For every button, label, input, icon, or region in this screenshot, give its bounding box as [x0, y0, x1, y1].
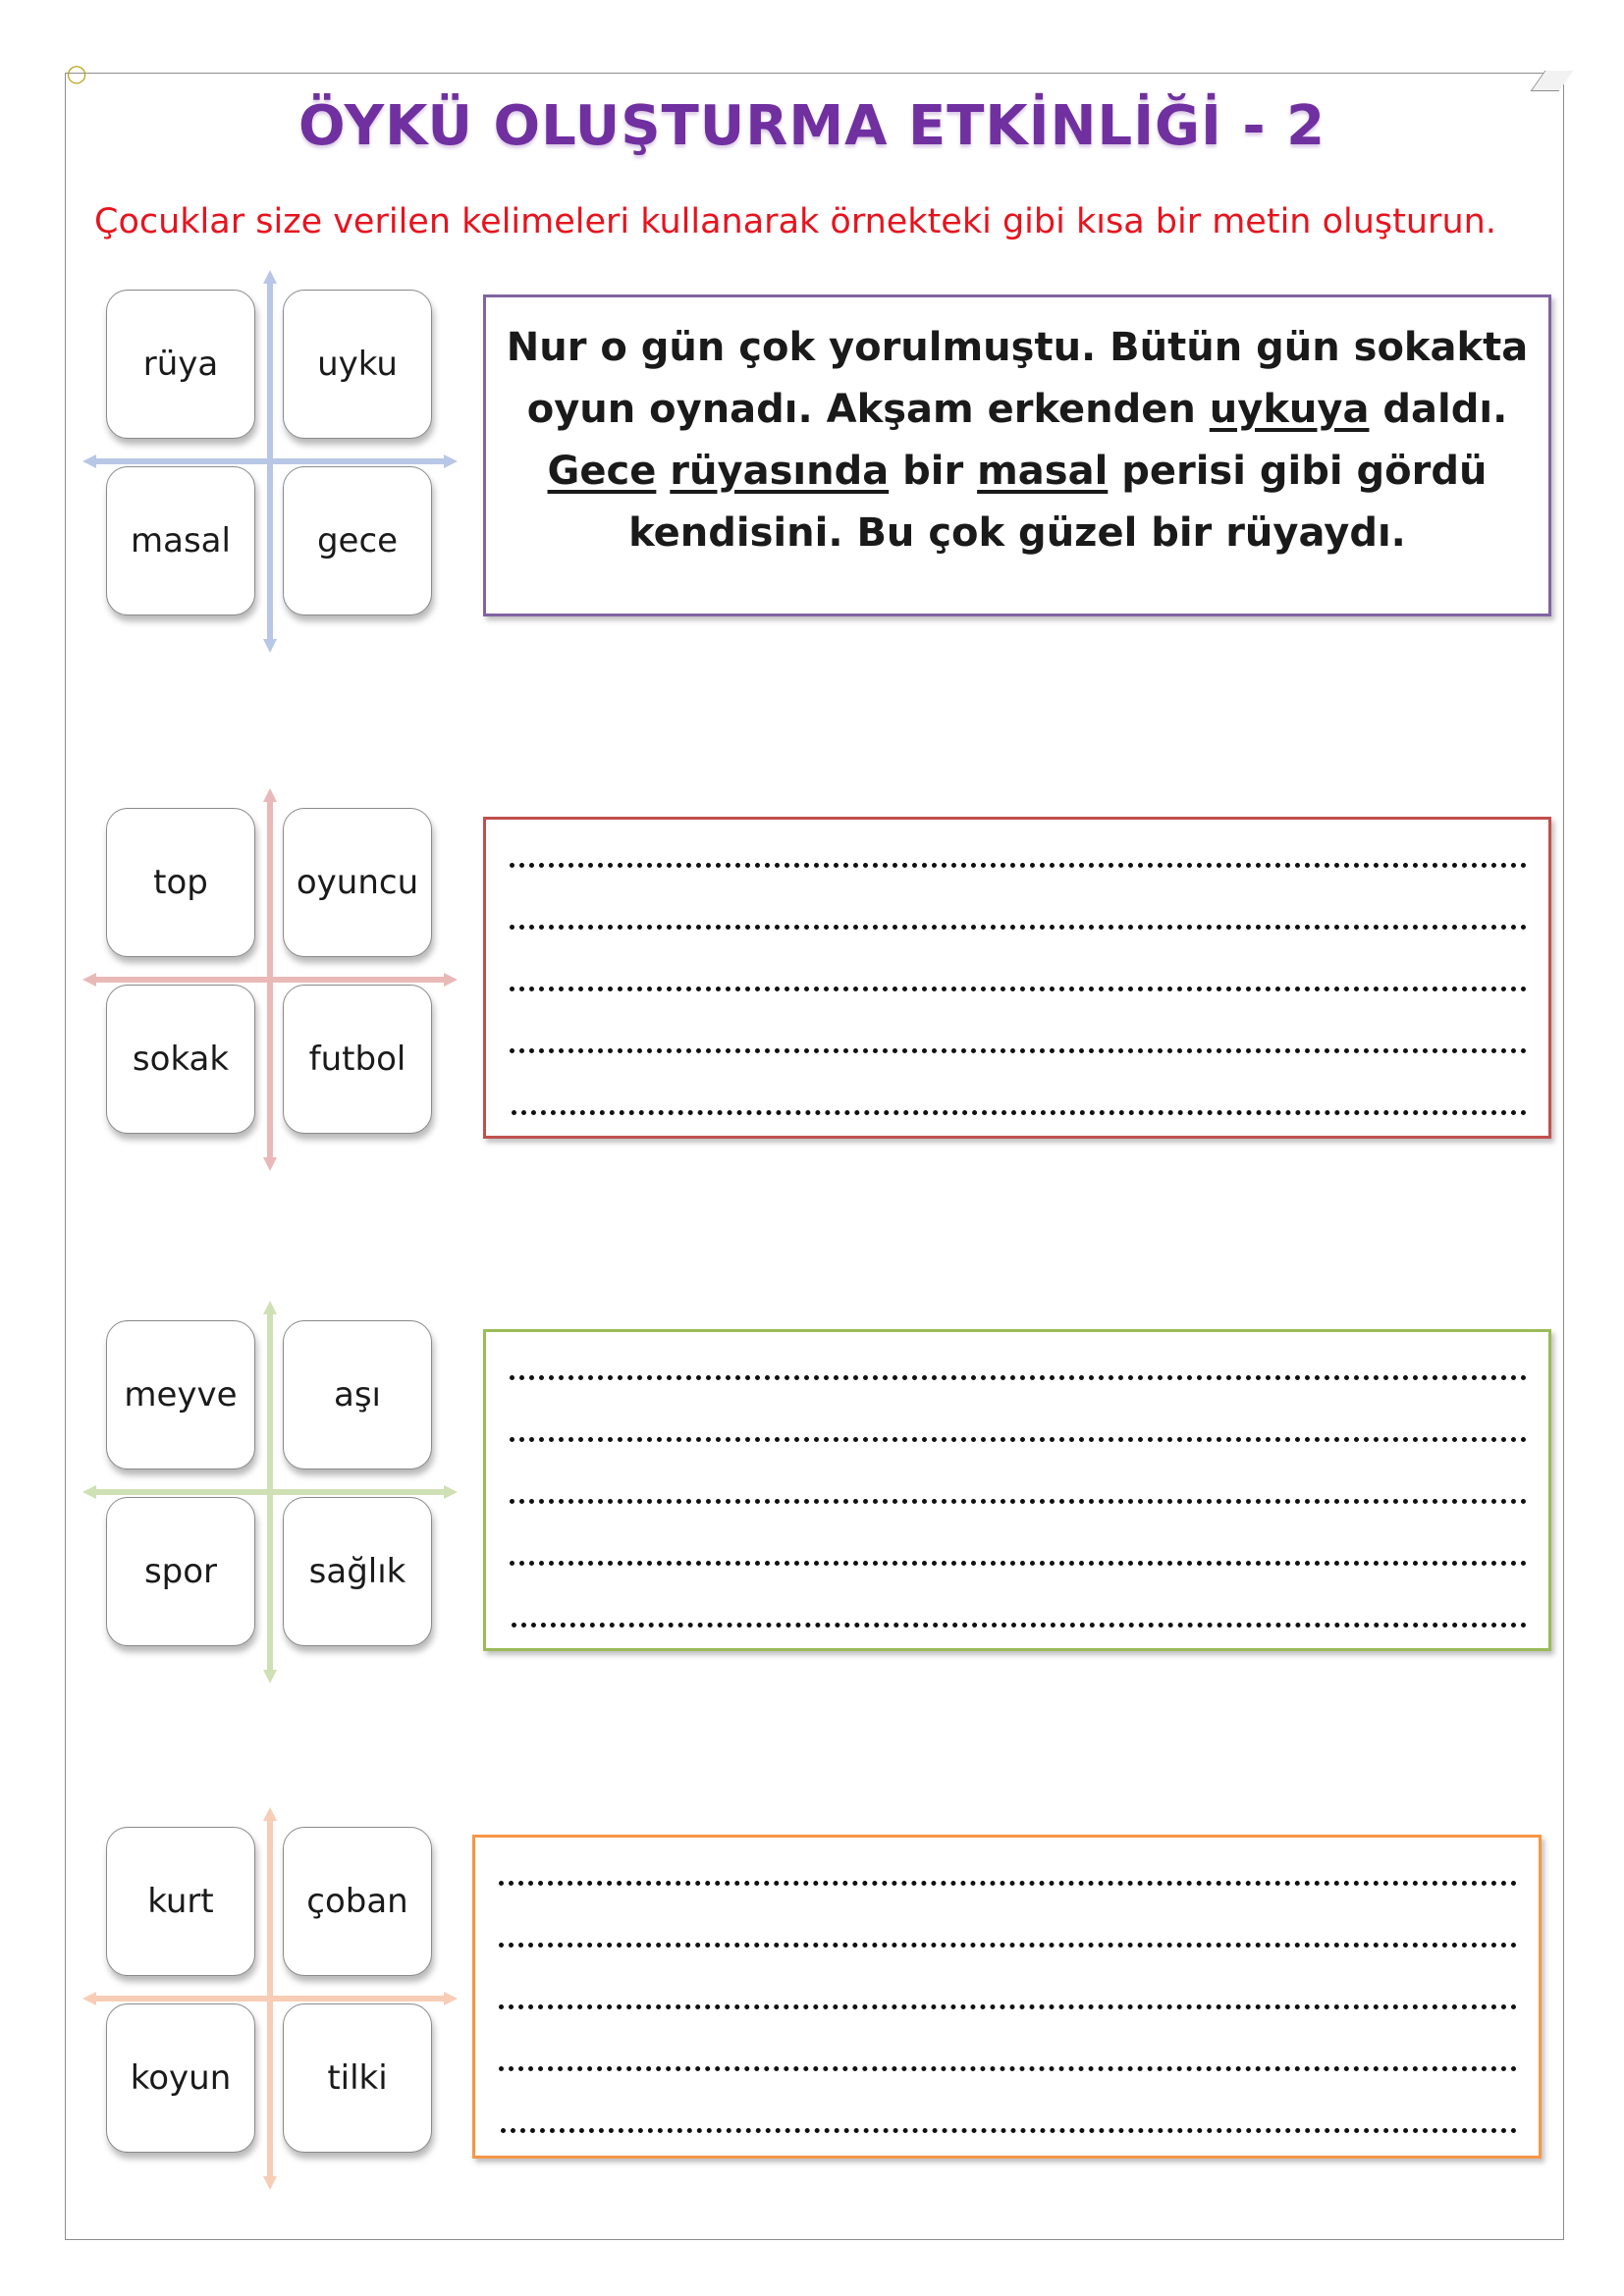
word-tile: sokak	[106, 985, 255, 1134]
pin-icon: ◯	[67, 64, 87, 84]
writing-line[interactable]	[499, 1881, 1517, 1886]
word-tile: rüya	[106, 290, 255, 439]
word-tile: meyve	[106, 1320, 255, 1469]
word-tile: gece	[283, 466, 432, 615]
writing-box-1[interactable]	[483, 817, 1551, 1139]
underlined-word: rüyasında	[670, 449, 890, 494]
word-tile: koyun	[106, 2003, 255, 2153]
writing-line[interactable]	[510, 987, 1527, 991]
word-tile: sağlık	[283, 1497, 432, 1646]
underlined-word: Gece	[547, 449, 657, 494]
word-grid-3	[82, 1807, 458, 2190]
example-line-4: kendisini. Bu çok güzel bir rüyaydı.	[628, 510, 1406, 556]
writing-line[interactable]	[510, 925, 1527, 930]
word-tile: masal	[106, 466, 255, 615]
underlined-word: uykuya	[1209, 387, 1370, 432]
example-line-1: Nur o gün çok yorulmuştu. Bütün gün sokakta	[506, 325, 1529, 370]
example-story-text	[486, 317, 1548, 564]
writing-line[interactable]	[512, 1110, 1527, 1115]
word-grid-1	[82, 788, 458, 1171]
word-tile: çoban	[283, 1827, 432, 1976]
writing-line[interactable]	[499, 2004, 1517, 2009]
word-tile: aşı	[283, 1320, 432, 1469]
word-tile: oyuncu	[283, 808, 432, 957]
writing-box-2[interactable]	[483, 1329, 1551, 1651]
word-tile: uyku	[283, 290, 432, 439]
writing-line[interactable]	[510, 863, 1527, 868]
word-tile: futbol	[283, 985, 432, 1134]
writing-box-3[interactable]	[472, 1835, 1542, 2159]
writing-line[interactable]	[510, 1561, 1527, 1566]
writing-line[interactable]	[499, 1943, 1517, 1948]
writing-line[interactable]	[510, 1499, 1527, 1504]
instruction-text: Çocuklar size verilen kelimeleri kullanarak örnekteki gibi kısa bir metin oluşturun.	[94, 202, 1496, 241]
word-grid-2	[82, 1301, 458, 1683]
word-tile: kurt	[106, 1827, 255, 1976]
word-grid-example	[82, 270, 458, 653]
word-tile: tilki	[283, 2003, 432, 2153]
underlined-word: masal	[977, 449, 1109, 494]
writing-line[interactable]	[501, 2128, 1517, 2133]
writing-line[interactable]	[510, 1437, 1527, 1442]
writing-line[interactable]	[510, 1375, 1527, 1380]
writing-line[interactable]	[510, 1048, 1527, 1053]
page-title: ÖYKÜ OLUŞTURMA ETKİNLİĞİ - 2	[298, 94, 1326, 158]
writing-line[interactable]	[512, 1623, 1527, 1628]
word-tile: spor	[106, 1497, 255, 1646]
example-story-box	[483, 294, 1551, 616]
writing-line[interactable]	[499, 2066, 1517, 2071]
word-tile: top	[106, 808, 255, 957]
example-line-2: oyun oynadı. Akşam erkenden uykuya daldı.	[526, 387, 1508, 432]
example-line-3: Gece rüyasında bir masal perisi gibi gördü	[547, 449, 1488, 494]
